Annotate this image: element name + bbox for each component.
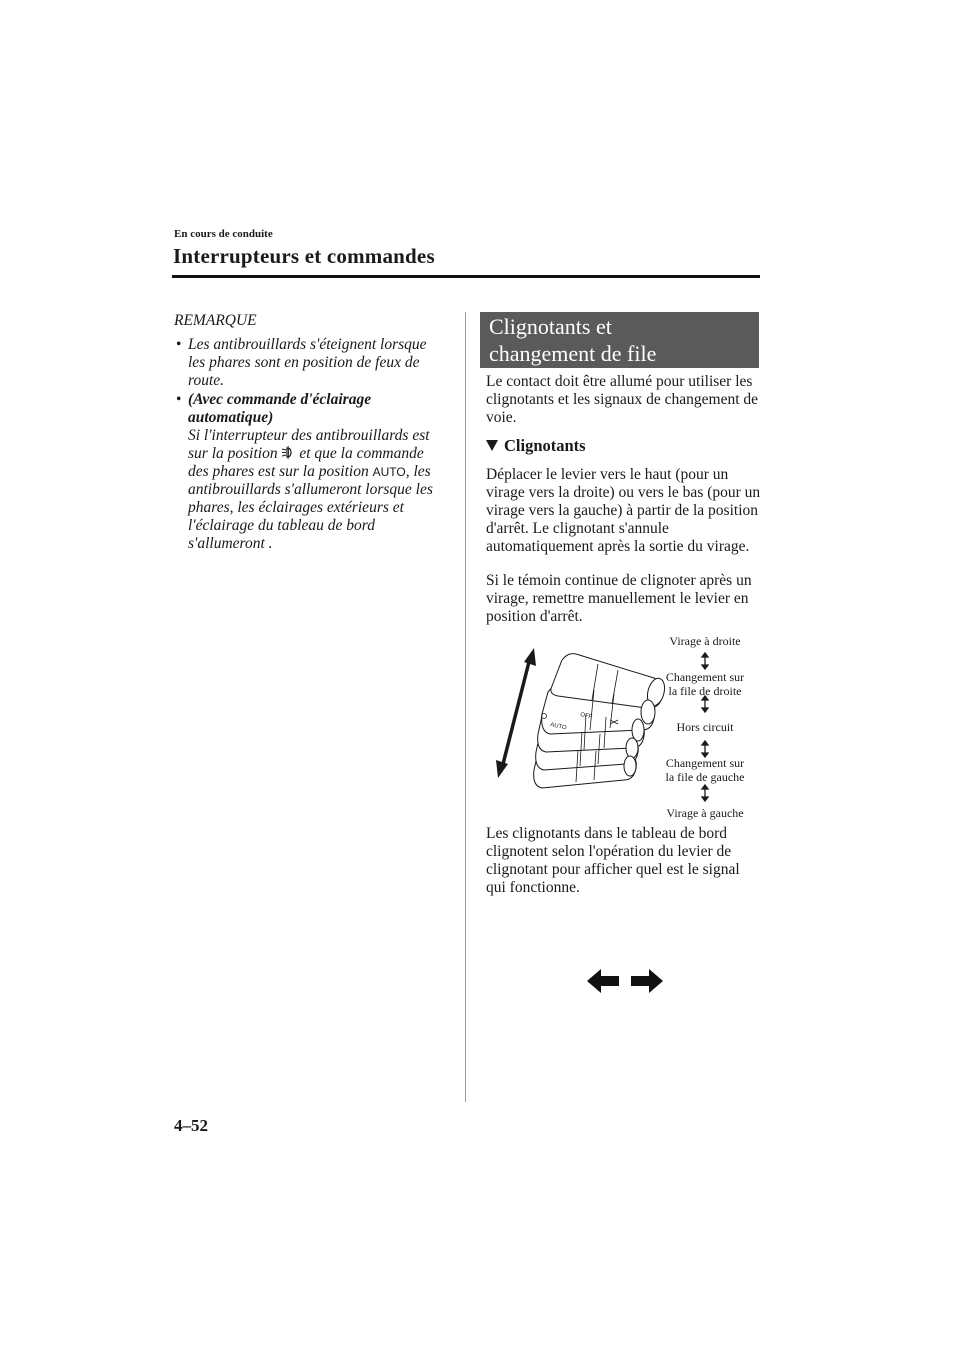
label-left-turn: Virage à gauche (666, 806, 744, 820)
label-off: Hors circuit (676, 720, 734, 734)
note-bullet-2 (174, 391, 444, 553)
fog-light-icon (281, 445, 295, 460)
arrow-right-icon[interactable] (631, 969, 663, 993)
paragraph-manual-reset: Si le témoin continue de clignoter après un virage, remettre manuellement le levier en position d'arrêt. (486, 572, 752, 625)
triangle-down-icon (486, 440, 498, 451)
arrow-left-icon[interactable] (587, 969, 619, 993)
note-title: REMARQUE (174, 312, 257, 329)
label-lane-change-right-line2: la file de droite (668, 684, 742, 698)
turn-signal-lever-diagram (486, 630, 761, 822)
note-bullet-2-mid: et que la commande des phares est sur la position (188, 445, 424, 480)
chapter-label: En cours de conduite (174, 228, 273, 240)
paragraph-operation: Déplacer le levier vers le haut (pour un virage vers la droite) ou vers le bas (pour un virage vers la gauche) à partir de la position d'arrêt. Le clignotant s'annule automatiquement après la sortie du virage. (486, 466, 761, 555)
note-bullet-2-pre: Si l'interrupteur des antibrouillards est sur la position (188, 427, 430, 462)
page-navigation (585, 966, 665, 996)
subheading (486, 436, 586, 456)
label-lane-change-left-line1: Changement sur (665, 756, 745, 770)
label-lane-change-right-line1: Changement sur (665, 670, 745, 684)
intro-paragraph: Le contact doit être allumé pour utiliser les clignotants et les signaux de changement de voie. (486, 373, 759, 426)
lever-mark-off: OFF (579, 712, 593, 721)
header-rule (172, 275, 760, 278)
note-bullet-1-text: Les antibrouillards s'éteignent lorsque les phares sont en position de feux de route. (188, 336, 427, 389)
section-title: Interrupteurs et commandes (173, 244, 435, 268)
section-heading-line-2: changement de file (489, 341, 657, 366)
note-bullet-2-heading: (Avec commande d'éclairage automatique) (188, 391, 372, 426)
section-heading-box (480, 312, 759, 368)
label-right-turn: Virage à droite (669, 634, 741, 648)
label-lane-change-left (650, 756, 760, 784)
bullet-dot: • (176, 391, 182, 408)
section-heading-line-1: Clignotants et (489, 314, 612, 339)
subheading-text: Clignotants (504, 436, 586, 455)
note-bullet-1 (174, 336, 444, 390)
bullet-dot: • (176, 336, 182, 353)
label-lane-change-right (650, 670, 760, 698)
note-bullet-2-post: , les antibrouillards s'allumeront lorsque les phares, les éclairages extérieurs et l'éclairage du tableau de bord s'allumeront . (188, 463, 433, 552)
auto-position-label: AUTO (372, 465, 406, 479)
page-number: 4–52 (174, 1116, 208, 1135)
paragraph-indicators: Les clignotants dans le tableau de bord clignotent selon l'opération du levier de clignotant pour afficher quel est le signal qui fonctionne. (486, 825, 740, 896)
movement-double-arrow (496, 648, 536, 778)
label-lane-change-left-line2: la file de gauche (665, 770, 745, 784)
column-divider (465, 312, 466, 1102)
lever-mark-auto: AUTO (549, 722, 568, 732)
note-block (174, 312, 444, 554)
